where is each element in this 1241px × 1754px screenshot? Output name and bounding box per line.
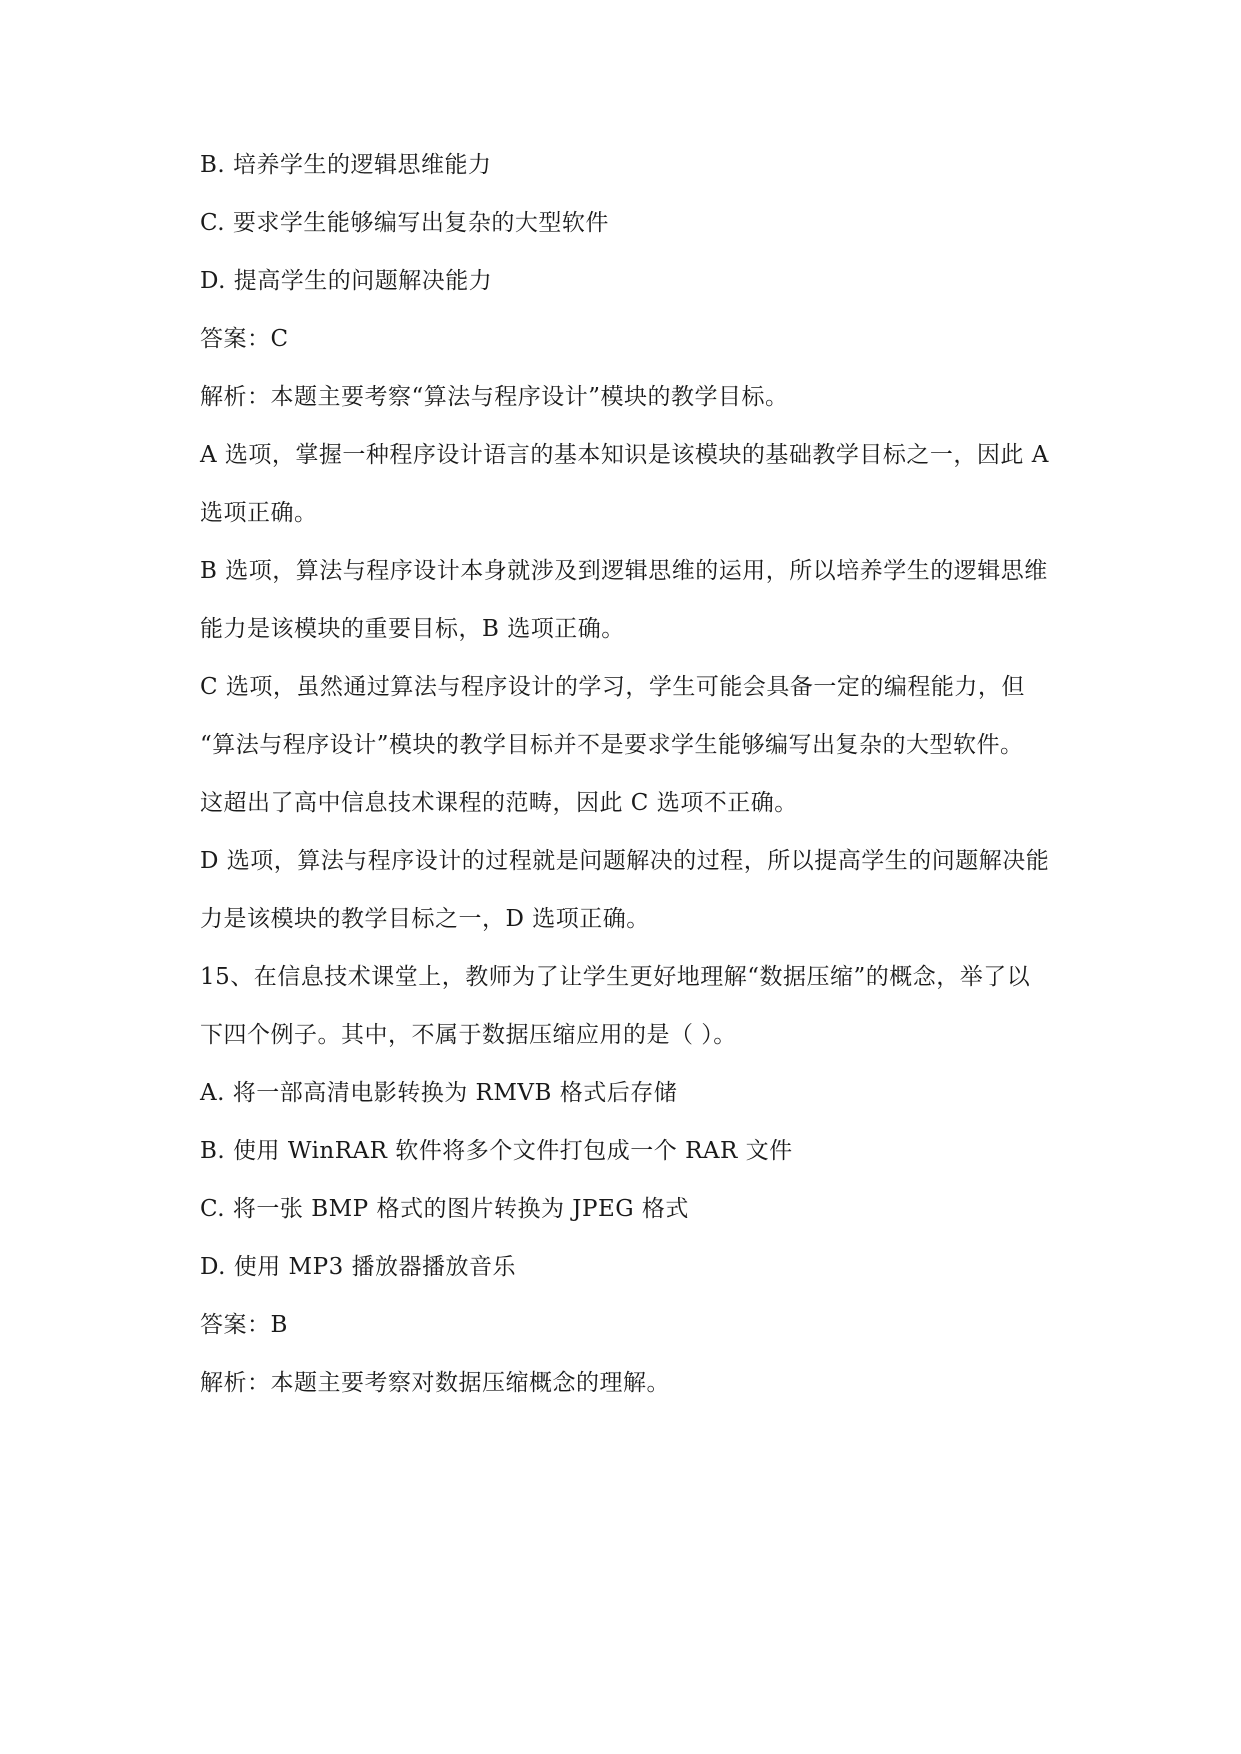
question-15-line-2: 下四个例子。其中，不属于数据压缩应用的是（ ）。 xyxy=(200,1022,737,1048)
option-d-line: D. 提高学生的问题解决能力 xyxy=(200,268,493,294)
analysis-c-line-2: “算法与程序设计”模块的教学目标并不是要求学生能够编写出复杂的大型软件。 xyxy=(200,732,1024,758)
q15-option-c-line: C. 将一张 BMP 格式的图片转换为 JPEG 格式 xyxy=(200,1196,689,1222)
analysis-d-line-1: D 选项，算法与程序设计的过程就是问题解决的过程，所以提高学生的问题解决能 xyxy=(200,848,1050,874)
analysis-d-line-2: 力是该模块的教学目标之一，D 选项正确。 xyxy=(200,906,650,932)
analysis-intro-line: 解析：本题主要考察“算法与程序设计”模块的教学目标。 xyxy=(200,384,789,410)
q15-option-d-line: D. 使用 MP3 播放器播放音乐 xyxy=(200,1254,517,1280)
option-b-line: B. 培养学生的逻辑思维能力 xyxy=(200,152,492,178)
analysis-c-line-3: 这超出了高中信息技术课程的范畴，因此 C 选项不正确。 xyxy=(200,790,798,816)
analysis-a-line-2: 选项正确。 xyxy=(200,500,318,526)
q15-option-b-line: B. 使用 WinRAR 软件将多个文件打包成一个 RAR 文件 xyxy=(200,1138,793,1164)
analysis-a-line-1: A 选项，掌握一种程序设计语言的基本知识是该模块的基础教学目标之一，因此 A xyxy=(200,442,1049,468)
analysis-b-line-2: 能力是该模块的重要目标，B 选项正确。 xyxy=(200,616,625,642)
analysis-c-line-1: C 选项，虽然通过算法与程序设计的学习，学生可能会具备一定的编程能力，但 xyxy=(200,674,1025,700)
answer-line: 答案：C xyxy=(200,326,289,352)
q15-option-a-line: A. 将一部高清电影转换为 RMVB 格式后存储 xyxy=(200,1080,678,1106)
q15-analysis-line: 解析：本题主要考察对数据压缩概念的理解。 xyxy=(200,1370,670,1396)
q15-answer-line: 答案：B xyxy=(200,1312,288,1338)
question-15-line-1: 15、在信息技术课堂上，教师为了让学生更好地理解“数据压缩”的概念，举了以 xyxy=(200,964,1031,990)
option-c-line: C. 要求学生能够编写出复杂的大型软件 xyxy=(200,210,609,236)
analysis-b-line-1: B 选项，算法与程序设计本身就涉及到逻辑思维的运用，所以培养学生的逻辑思维 xyxy=(200,558,1048,584)
